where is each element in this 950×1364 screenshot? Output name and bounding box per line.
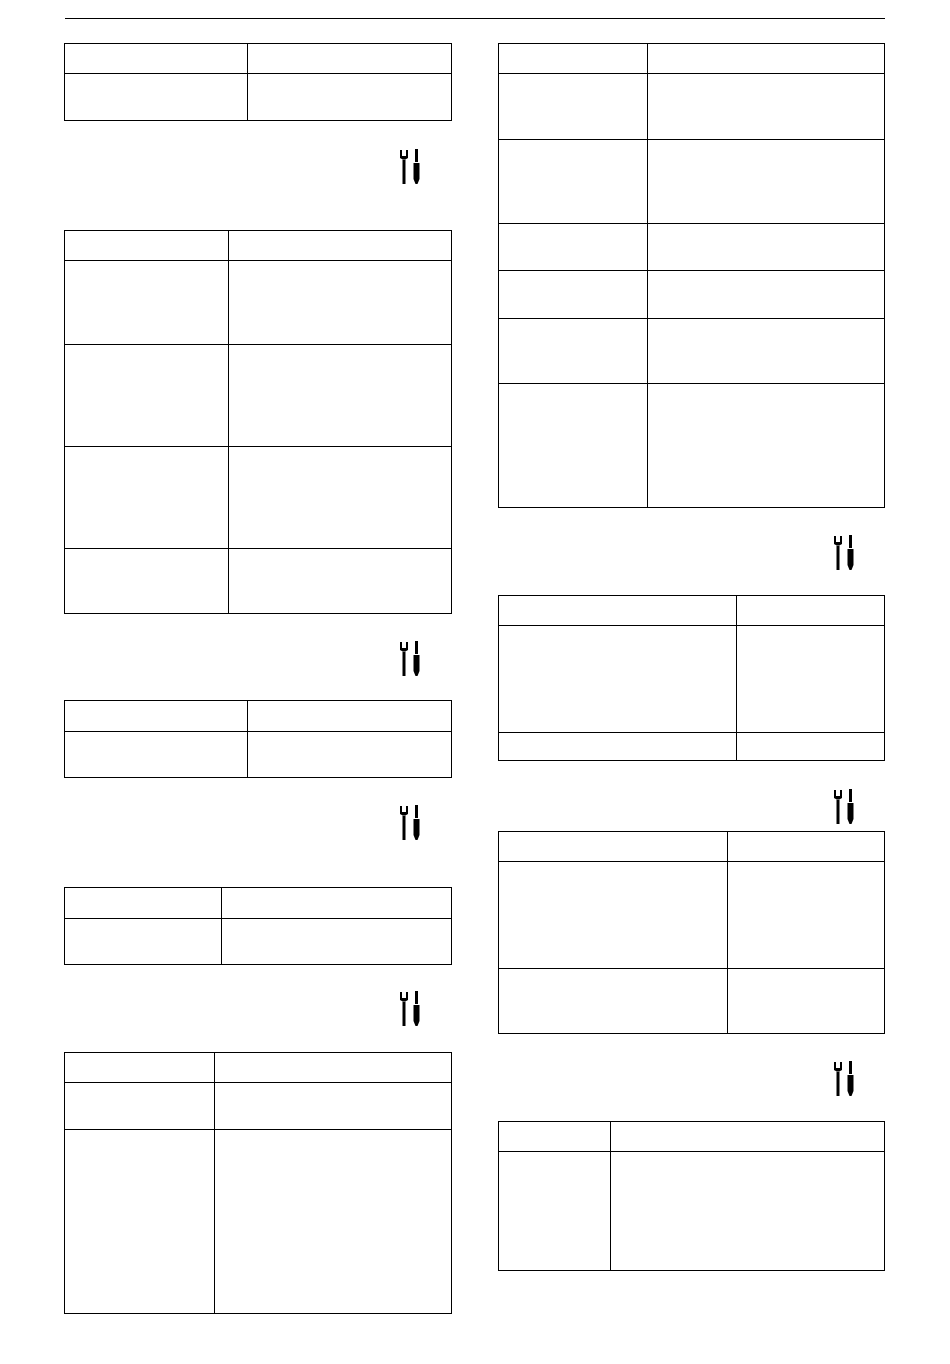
table-l5 <box>64 1052 452 1314</box>
table-header-row <box>499 596 884 625</box>
table-row <box>499 1151 884 1271</box>
table-header-row <box>65 888 451 918</box>
table-cell <box>228 261 451 344</box>
table-row <box>65 918 451 965</box>
table-cell <box>65 732 247 778</box>
table-cell <box>736 626 884 732</box>
table-cell <box>610 1152 884 1271</box>
table-cell <box>499 626 736 732</box>
table-row <box>65 731 451 778</box>
table-cell <box>499 140 647 223</box>
table-row <box>499 223 884 270</box>
table-r1 <box>498 43 885 508</box>
table-row <box>499 270 884 318</box>
table-header-cell <box>647 44 884 73</box>
wrench-screwdriver-icon <box>397 148 423 186</box>
table-cell <box>647 224 884 270</box>
table-cell <box>221 919 451 965</box>
table-header-cell <box>736 596 884 625</box>
table-row <box>499 861 884 968</box>
wrench-screwdriver-icon <box>831 788 857 826</box>
table-header-cell <box>65 1053 214 1082</box>
table-cell <box>247 732 451 778</box>
table-cell <box>214 1083 451 1129</box>
table-row <box>499 968 884 1034</box>
table-cell <box>647 319 884 383</box>
table-header-cell <box>247 44 451 73</box>
table-header-cell <box>65 44 247 73</box>
wrench-screwdriver-icon <box>831 1060 857 1098</box>
table-cell <box>499 319 647 383</box>
table-header-row <box>65 231 451 260</box>
table-l4 <box>64 887 452 965</box>
table-cell <box>499 1152 610 1271</box>
table-row <box>499 625 884 732</box>
table-l2 <box>64 230 452 614</box>
table-cell <box>647 74 884 139</box>
table-row <box>499 73 884 139</box>
table-cell <box>499 862 727 968</box>
table-cell <box>727 969 884 1034</box>
table-cell <box>65 549 228 614</box>
table-row <box>499 139 884 223</box>
wrench-screwdriver-icon <box>397 990 423 1028</box>
table-row <box>65 344 451 446</box>
table-header-cell <box>214 1053 451 1082</box>
table-header-cell <box>610 1122 884 1151</box>
table-row <box>499 383 884 508</box>
table-header-cell <box>499 596 736 625</box>
table-cell <box>499 74 647 139</box>
table-cell <box>499 271 647 318</box>
table-header-cell <box>65 888 221 918</box>
table-l3 <box>64 700 452 778</box>
table-r4 <box>498 1121 885 1271</box>
table-cell <box>228 345 451 446</box>
table-cell <box>65 447 228 548</box>
table-row <box>65 446 451 548</box>
table-header-row <box>65 44 451 73</box>
table-header-row <box>499 1122 884 1151</box>
table-cell <box>65 1130 214 1314</box>
table-cell <box>228 447 451 548</box>
wrench-screwdriver-icon <box>831 534 857 572</box>
table-l1 <box>64 43 452 121</box>
table-cell <box>65 261 228 344</box>
table-cell <box>647 384 884 508</box>
table-cell <box>65 345 228 446</box>
table-header-cell <box>727 832 884 861</box>
table-row <box>499 732 884 761</box>
table-cell <box>247 74 451 121</box>
table-cell <box>499 733 736 761</box>
table-header-row <box>499 44 884 73</box>
table-row <box>65 1082 451 1129</box>
table-cell <box>228 549 451 614</box>
table-header-cell <box>499 1122 610 1151</box>
table-row <box>65 548 451 614</box>
table-cell <box>499 384 647 508</box>
table-header-row <box>65 1053 451 1082</box>
wrench-screwdriver-icon <box>397 640 423 678</box>
table-header-row <box>499 832 884 861</box>
table-cell <box>647 271 884 318</box>
table-header-cell <box>221 888 451 918</box>
table-header-cell <box>228 231 451 260</box>
table-cell <box>65 1083 214 1129</box>
table-cell <box>214 1130 451 1314</box>
table-row <box>499 318 884 383</box>
table-row <box>65 260 451 344</box>
table-header-cell <box>247 701 451 731</box>
table-cell <box>499 969 727 1034</box>
header-rule <box>65 18 885 19</box>
table-header-cell <box>499 44 647 73</box>
table-cell <box>499 224 647 270</box>
table-r3 <box>498 831 885 1034</box>
table-header-row <box>65 701 451 731</box>
table-header-cell <box>499 832 727 861</box>
table-cell <box>65 74 247 121</box>
table-cell <box>647 140 884 223</box>
table-row <box>65 73 451 121</box>
table-cell <box>727 862 884 968</box>
table-cell <box>736 733 884 761</box>
table-r2 <box>498 595 885 761</box>
table-row <box>65 1129 451 1314</box>
table-header-cell <box>65 701 247 731</box>
table-header-cell <box>65 231 228 260</box>
wrench-screwdriver-icon <box>397 804 423 842</box>
table-cell <box>65 919 221 965</box>
